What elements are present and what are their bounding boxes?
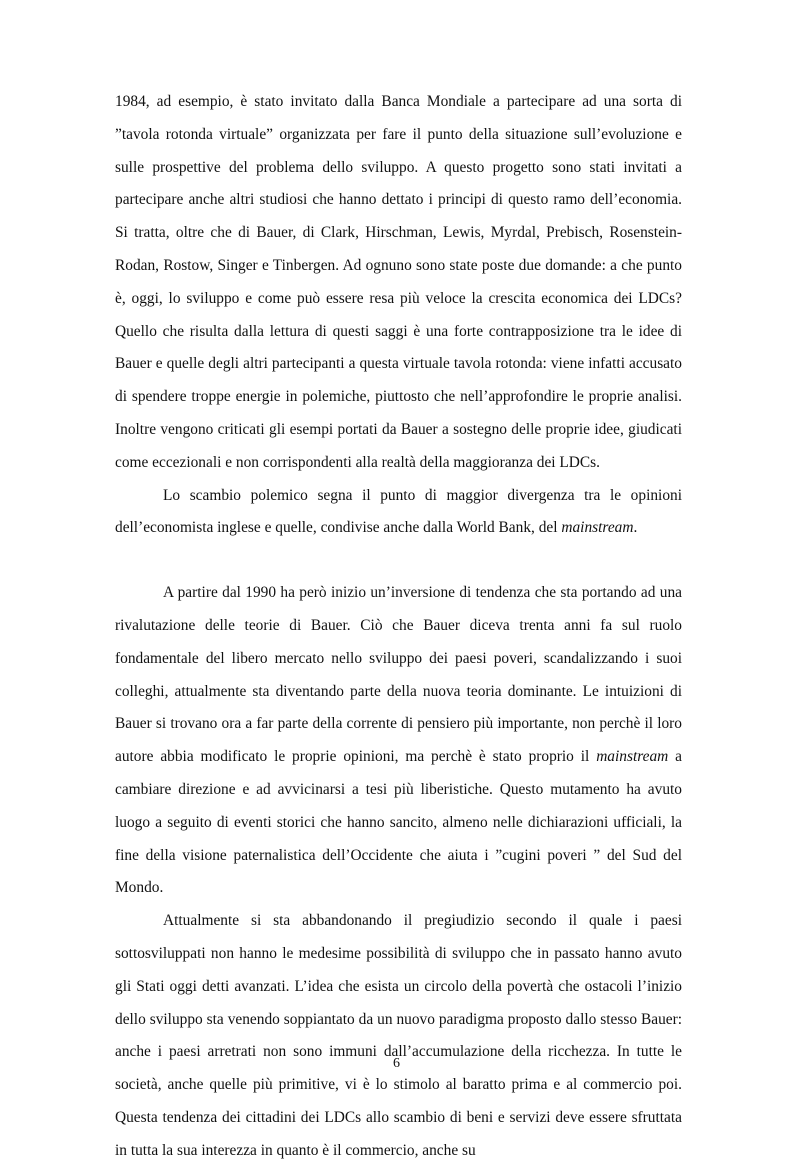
paragraph-4-text: Attualmente si sta abbandonando il pregiudizio secondo il quale i paesi sottosviluppati non hanno le medesime possibilità di sviluppo che in passato hanno avuto gli Stati oggi detti avanzati. L’idea che esista un circolo della povertà che ostacoli l’inizio dello sviluppo sta venendo soppiantato da un nuovo paradigma proposto dallo stesso Bauer: anche i paesi arretrati non sono immuni dall’accumulazione della ricchezza. In tutte le società, anche quelle più primitive, vi è lo stimolo al baratto prima e al commercio poi. Questa tendenza dei cittadini dei LDCs allo scambio di beni e servizi deve essere sfruttata in tutta la sua interezza in quanto è il commercio, anche su [115,912,682,1159]
paragraph-3-text-b: a cambiare direzione e ad avvicinarsi a tesi più liberistiche. Questo mutamento ha avuto luogo a seguito di eventi storici che hanno sancito, almeno nelle dichiarazioni ufficiali, la fine della visione paternalistica dell’Occidente che aiuta i ”cugini poveri ” del Sud del Mondo. [115,748,682,897]
paragraph-2-text-a: Lo scambio polemico segna il punto di maggior divergenza tra le opinioni dell’economista inglese e quelle, condivise anche dalla World Bank, del [115,486,682,537]
paragraph-1 [115,86,682,480]
paragraph-4 [115,905,682,1167]
paragraph-2-text-b: . [633,519,638,537]
paragraph-3 [115,577,682,905]
paragraph-2 [115,480,682,546]
paragraph-3-text-a: A partire dal 1990 ha però inizio un’inversione di tendenza che sta portando ad una rivalutazione delle teorie di Bauer. Ciò che Bauer diceva trenta anni fa sul ruolo fondamentale del libero mercato nello sviluppo dei paesi poveri, scandalizzando i suoi colleghi, attualmente sta diventando parte della nuova teoria dominante. Le intuizioni di Bauer si trovano ora a far parte della corrente di pensiero più importante, non perchè il loro autore abbia modificato le proprie opinioni, ma perchè è stato proprio il [115,584,682,766]
paragraph-spacer [115,545,682,577]
paragraph-1-text: 1984, ad esempio, è stato invitato dalla Banca Mondiale a partecipare ad una sorta di ”tavola rotonda virtuale” organizzata per fare il punto della situazione sull’evoluzione e sulle prospettive del problema dello sviluppo. A questo progetto sono stati invitati a partecipare anche altri studiosi che hanno dettato i principi di questo ramo dell’economia. Si tratta, oltre che di Bauer, di Clark, Hirschman, Lewis, Myrdal, Prebisch, Rosenstein-Rodan, Rostow, Singer e Tinbergen. Ad ognuno sono state poste due domande: a che punto è, oggi, lo sviluppo e come può essere resa più veloce la crescita economica dei LDCs? Quello che risulta dalla lettura di questi saggi è una forte contrapposizione tra le idee di Bauer e quelle degli altri partecipanti a questa virtuale tavola rotonda: viene infatti accusato di spendere troppe energie in polemiche, piuttosto che nell’approfondire le proprie analisi. Inoltre vengono criticati gli esempi portati da Bauer a sostegno delle proprie idee, giudicati come eccezionali e non corrispondenti alla realtà della maggioranza dei LDCs. [115,93,682,471]
body-text [115,86,682,1168]
mainstream-term: mainstream [561,519,634,537]
page-number: 6 [393,1056,400,1071]
mainstream-term: mainstream [596,748,669,766]
